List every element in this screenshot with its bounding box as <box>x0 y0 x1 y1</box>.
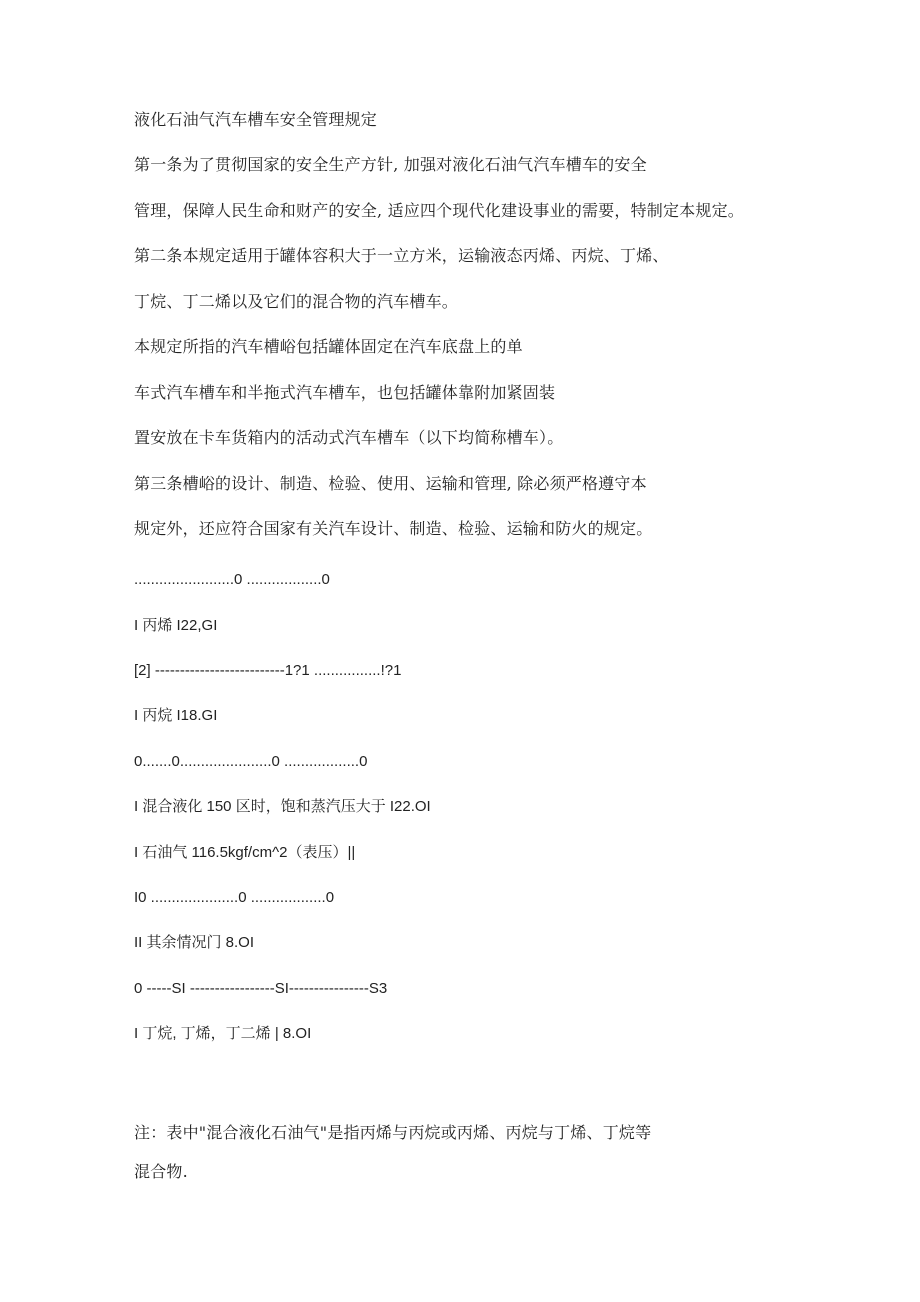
paragraph-line: 丁烷、丁二烯以及它们的混合物的汽车槽车。 <box>134 292 459 311</box>
table-line: I0 .....................0 ..................0 <box>134 889 335 906</box>
paragraph-line: 第二条本规定适用于罐体容积大于一立方米，运输液态丙烯、丙烷、丁烯、 <box>134 246 669 265</box>
table-line: I 丙烷 I18.GI <box>134 707 218 724</box>
paragraph-line: 本规定所指的汽车槽峪包括罐体固定在汽车底盘上的单 <box>134 337 523 356</box>
document-title: 液化石油气汽车槽车安全管理规定 <box>134 110 378 129</box>
table-line: II 其余情况门 8.OI <box>134 934 255 951</box>
table-line: I 混合液化 150 区时，饱和蒸汽压大于 I22.OI <box>134 798 431 815</box>
table-line: I 丁烷, 丁烯，丁二烯 | 8.OI <box>134 1025 312 1042</box>
paragraph-line: 第一条为了贯彻国家的安全生产方针, 加强对液化石油气汽车槽车的安全 <box>134 155 647 174</box>
table-line: I 石油气 116.5kgf/cm^2（表压）|| <box>134 844 356 861</box>
note-line: 混合物. <box>134 1162 188 1181</box>
paragraph-line: 管理，保障人民生命和财产的安全, 适应四个现代化建设事业的需要，特制定本规定。 <box>134 201 744 220</box>
note-line: 注：表中"混合液化石油气"是指丙烯与丙烷或丙烯、丙烷与丁烯、丁烷等 <box>134 1123 652 1142</box>
table-line: ........................0 ..................0 <box>134 571 330 588</box>
table-line: 0 -----SI -----------------SI----------------S3 <box>134 980 388 997</box>
paragraph-line: 第三条槽峪的设计、制造、检验、使用、运输和管理, 除必须严格遵守本 <box>134 474 647 493</box>
table-line: I 丙烯 I22,GI <box>134 617 218 634</box>
paragraph-line: 置安放在卡车货箱内的活动式汽车槽车（以下均简称槽车）。 <box>134 428 564 447</box>
paragraph-line: 车式汽车槽车和半拖式汽车槽车，也包括罐体靠附加紧固装 <box>134 383 556 402</box>
table-line: [2] --------------------------1?1 ................!?1 <box>134 662 402 679</box>
paragraph-line: 规定外，还应符合国家有关汽车设计、制造、检验、运输和防火的规定。 <box>134 519 653 538</box>
table-line: 0.......0......................0 ..................0 <box>134 753 368 770</box>
